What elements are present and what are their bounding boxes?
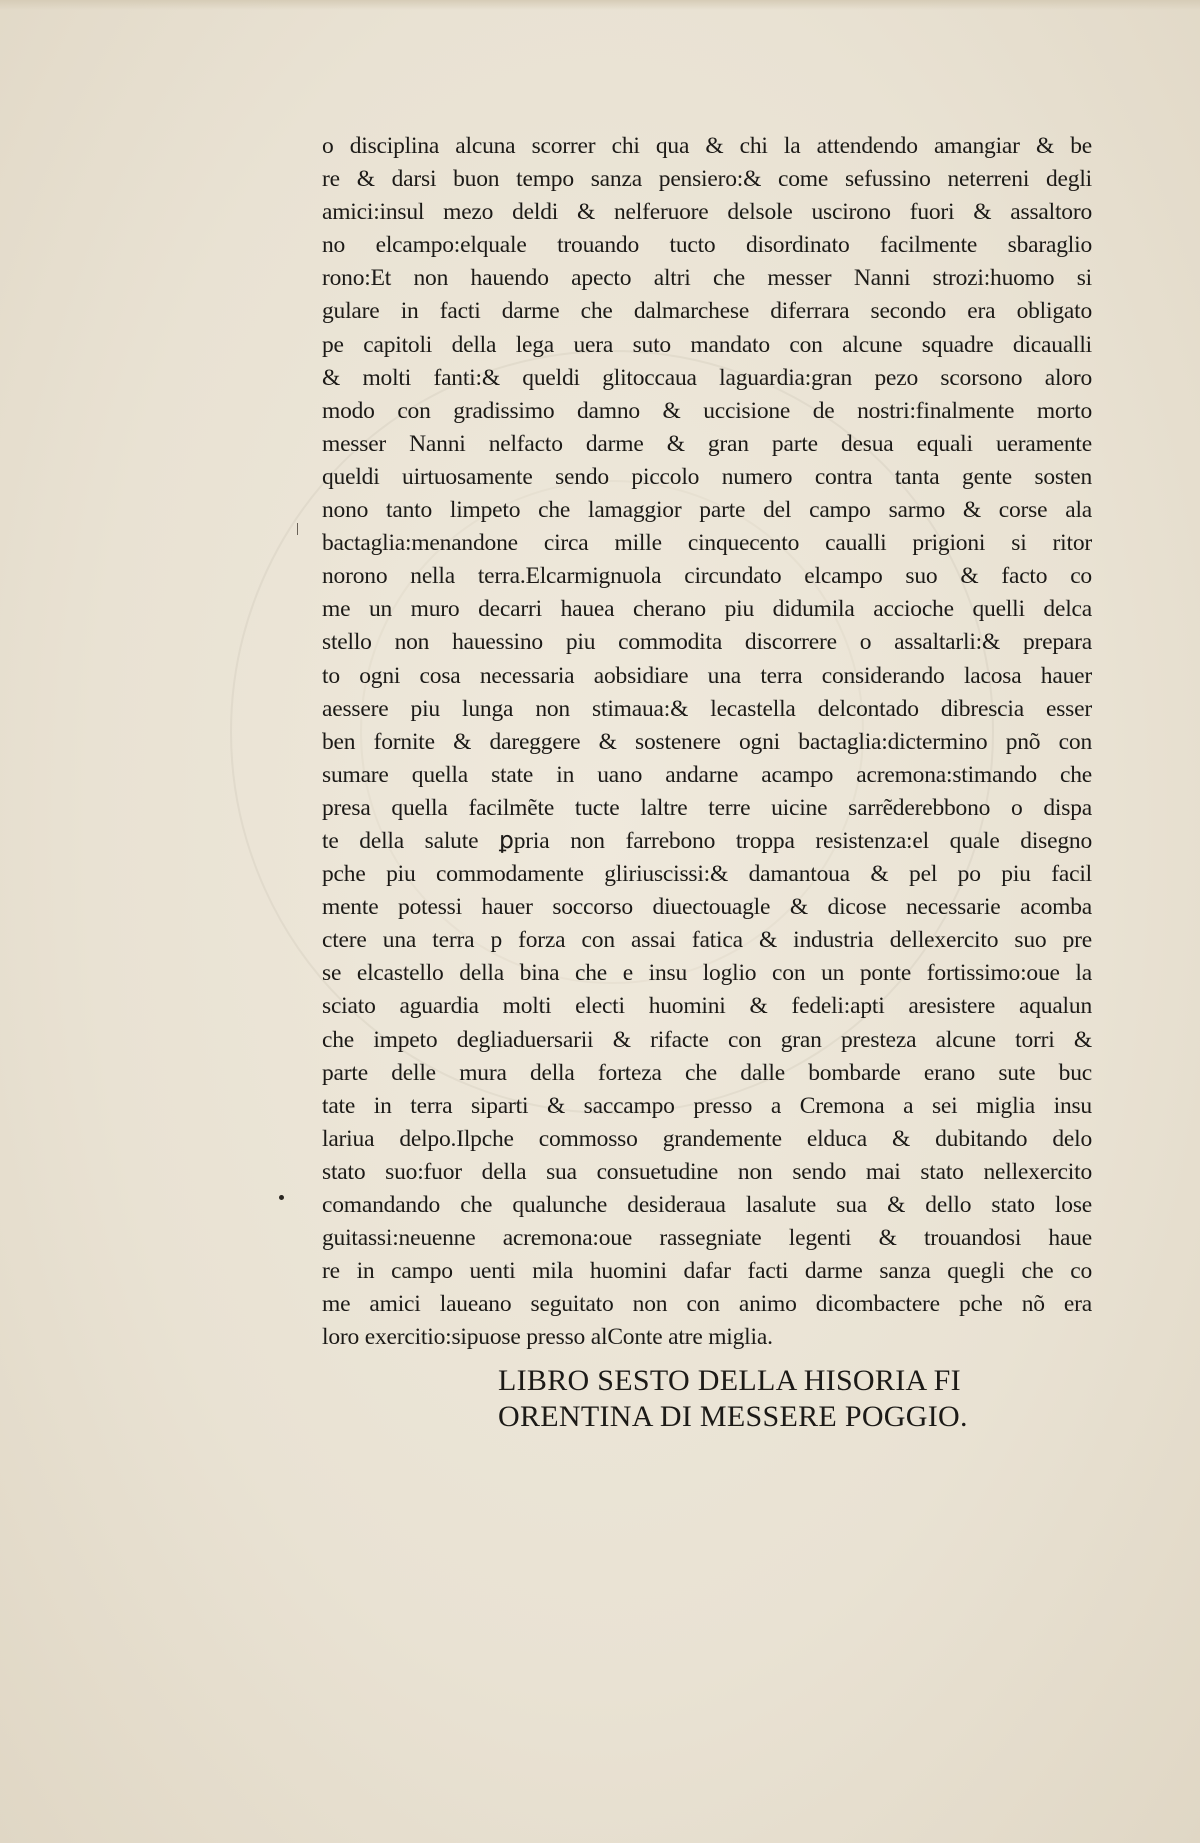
text-line: aessere piu lunga non stimaua:& lecastella delcontado dibrescia esser (322, 695, 1092, 722)
text-line: bactaglia:menandone circa mille cinquecento caualli prigioni si ritor (322, 530, 1092, 557)
margin-ink-dot (279, 1195, 284, 1200)
text-line: amici:insul mezo deldi & nelferuore delsole uscirono fuori & assaltoro (322, 199, 1092, 226)
text-line: presa quella facilmẽte tucte laltre terre uicine sarrẽderebbono o dispa (322, 794, 1092, 821)
text-line: rono:Et non hauendo apecto altri che messer Nanni strozi:huomo si (322, 265, 1092, 292)
text-line: messer Nanni nelfacto darme & gran parte desua equali ueramente (322, 430, 1092, 457)
text-line: & molti fanti:& queldi glitoccaua laguardia:gran pezo scorsono aloro (322, 364, 1092, 391)
text-line: pe capitoli della lega uera suto mandato con alcune squadre dicaualli (322, 331, 1092, 358)
text-line: me amici laueano seguitato non con animo dicombactere pche nõ era (322, 1291, 1092, 1318)
text-line: to ogni cosa necessaria aobsidiare una terra considerando lacosa hauer (322, 662, 1092, 689)
text-line: stello non hauessino piu commodita discorrere o assaltarli:& prepara (322, 629, 1092, 656)
text-line: guitassi:neuenne acremona:oue rassegniate legenti & trouandosi haue (322, 1225, 1092, 1252)
page-top-edge (0, 0, 1200, 10)
text-line: re in campo uenti mila huomini dafar facti darme sanza quegli che co (322, 1258, 1092, 1285)
heading-line-2: ORENTINA DI MESSERE POGGIO. (498, 1400, 968, 1433)
text-line: stato suo:fuor della sua consuetudine non sendo mai stato nellexercito (322, 1158, 1092, 1185)
text-line: loro exercitio:sipuose presso alConte atre miglia. (322, 1324, 773, 1351)
text-line: sumare quella state in uano andarne acampo acremona:stimando che (322, 761, 1092, 788)
text-line: norono nella terra.Elcarmignuola circundato elcampo suo & facto co (322, 563, 1092, 590)
text-line: queldi uirtuosamente sendo piccolo numero contra tanta gente sosten (322, 463, 1092, 490)
text-line: lariua delpo.Ilpche commosso grandemente elduca & dubitando delo (322, 1125, 1092, 1152)
text-line: mente potessi hauer soccorso diuectouagle & dicose necessarie acomba (322, 894, 1092, 921)
margin-mark (297, 523, 298, 535)
text-line: re & darsi buon tempo sanza pensiero:& come sefussino neterreni degli (322, 166, 1092, 193)
text-line: pche piu commodamente gliriuscissi:& damantoua & pel po piu facil (322, 861, 1092, 888)
book-heading (498, 1363, 1018, 1435)
text-line: parte delle mura della forteza che dalle bombarde erano sute buc (322, 1059, 1092, 1086)
body-text (322, 130, 1092, 1354)
text-line: no elcampo:elquale trouando tucto disordinato facilmente sbaraglio (322, 232, 1092, 259)
heading-line-1: LIBRO SESTO DELLA HISORIA FI (498, 1364, 961, 1397)
text-line: comandando che qualunche desideraua lasalute sua & dello stato lose (322, 1192, 1092, 1218)
text-line: nono tanto limpeto che lamaggior parte del campo sarmo & corse ala (322, 497, 1092, 524)
text-line: tate in terra siparti & saccampo presso a Cremona a sei miglia insu (322, 1092, 1092, 1119)
text-line: gulare in facti darme che dalmarchese diferrara secondo era obligato (322, 298, 1092, 325)
text-line: se elcastello della bina che e insu loglio con un ponte fortissimo:oue la (322, 960, 1092, 987)
text-line: te della salute ꝑpria non farrebono troppa resistenza:el quale disegno (322, 827, 1092, 854)
text-line: me un muro decarri hauea cherano piu didumila acciochе quelli delca (322, 596, 1092, 623)
text-line: sciato aguardia molti electi huomini & fedeli:apti aresistere aqualun (322, 993, 1092, 1020)
text-line: che impeto degliaduersarii & rifacte con gran presteza alcune torri & (322, 1026, 1092, 1053)
text-line: modo con gradissimo damno & uccisione de nostri:finalmente morto (322, 397, 1092, 424)
text-line: ctere una terra p forza con assai fatica & industria dellexercito suo pre (322, 927, 1092, 954)
text-line: o disciplina alcuna scorrer chi qua & chi la attendendo amangiar & be (322, 133, 1092, 159)
text-line: ben fornite & dareggere & sostenere ogni bactaglia:dictermino pnõ con (322, 728, 1092, 755)
